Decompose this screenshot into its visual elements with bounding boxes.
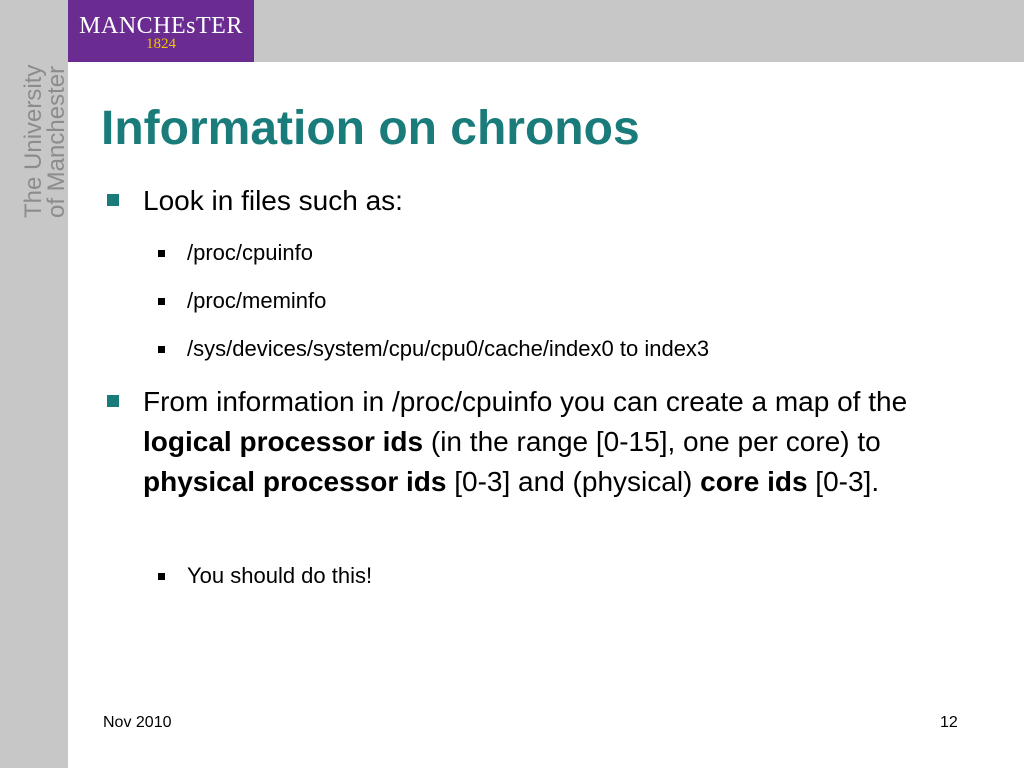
footer-date: Nov 2010: [103, 714, 172, 731]
sub-bullet-meminfo: [187, 287, 947, 315]
bullet-look-in-files: [143, 181, 943, 221]
logo-year: 1824: [146, 36, 176, 52]
bullet-processor-map: [143, 382, 918, 502]
slide-title: Information on chronos: [101, 102, 640, 155]
university-name-line1: The University: [20, 64, 47, 218]
sub-bullet-cpuinfo: [187, 239, 947, 267]
sub-bullet-text: /proc/cpuinfo: [187, 240, 313, 265]
bold-physical-processor-ids: physical processor ids: [143, 466, 447, 497]
bullet-text-part: (in the range [0-15], one per core) to: [423, 426, 881, 457]
small-square-bullet-icon: [158, 346, 165, 353]
sub-bullet-cache-path: [187, 335, 947, 363]
bold-logical-processor-ids: logical processor ids: [143, 426, 424, 457]
logo-wordmark: MANCHEsTER: [79, 13, 243, 39]
sub-bullet-text: You should do this!: [187, 563, 373, 588]
bullet-text-part: [0-3].: [807, 466, 880, 497]
bullet-text-part: From information in /proc/cpuinfo you can create a map of the: [143, 386, 908, 417]
bullet-text-part: [0-3] and (physical): [446, 466, 701, 497]
square-bullet-icon: [107, 194, 119, 206]
sub-bullet-text: /proc/meminfo: [187, 288, 327, 313]
sub-bullet-do-this: [187, 562, 947, 590]
small-square-bullet-icon: [158, 298, 165, 305]
square-bullet-icon: [107, 395, 119, 407]
page-number: 12: [940, 714, 958, 731]
university-name-line2: of Manchester: [43, 65, 70, 218]
sub-bullet-text: /sys/devices/system/cpu/cpu0/cache/index0 to index3: [187, 336, 710, 361]
bold-core-ids: core ids: [700, 466, 808, 497]
small-square-bullet-icon: [158, 573, 165, 580]
bullet-text: Look in files such as:: [143, 185, 403, 216]
small-square-bullet-icon: [158, 250, 165, 257]
